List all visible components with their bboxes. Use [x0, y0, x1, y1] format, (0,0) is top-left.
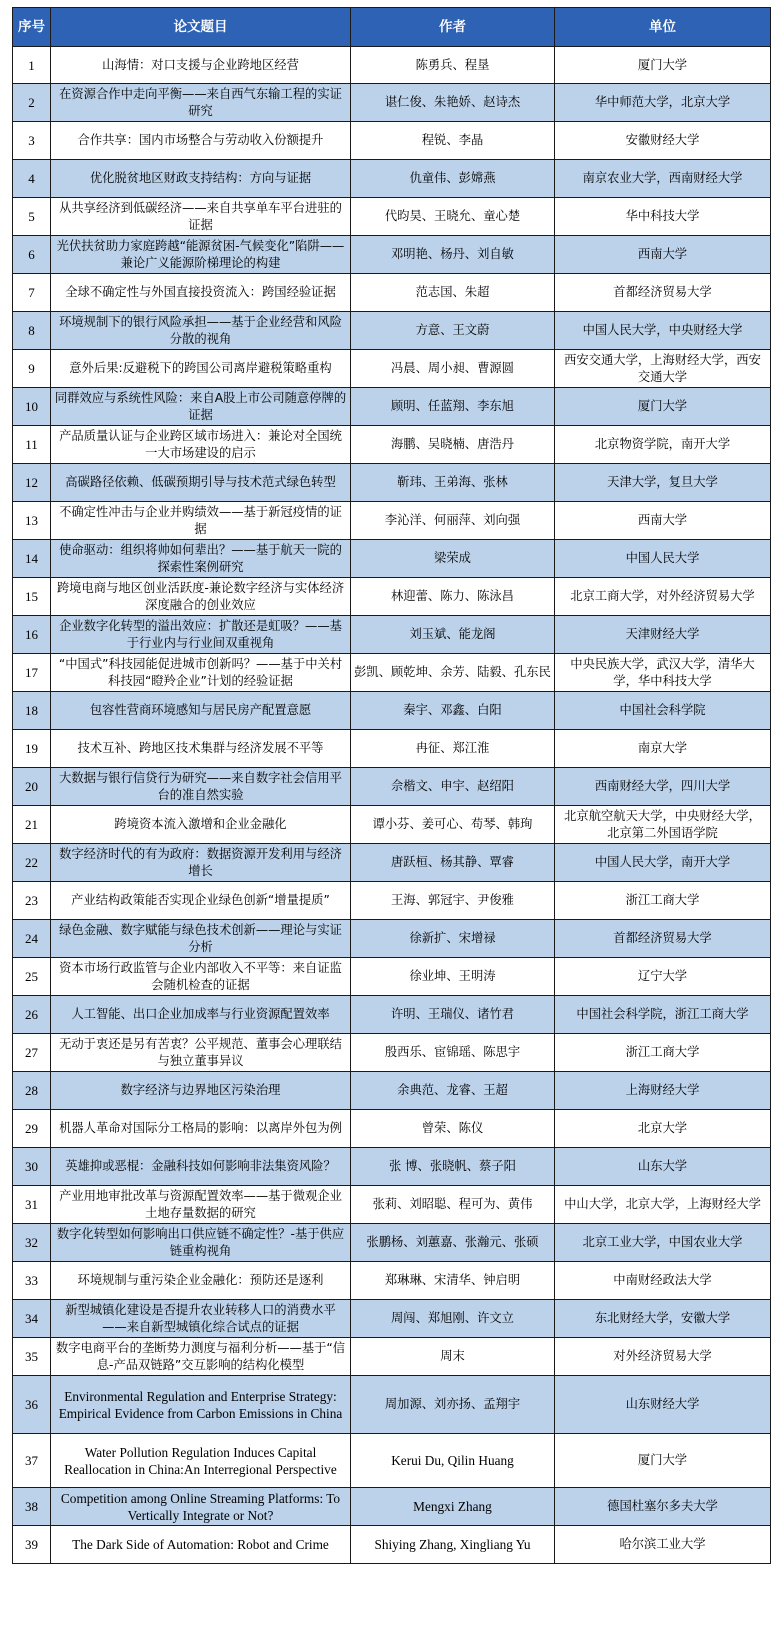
table-row	[13, 84, 771, 122]
row-number: 26	[13, 996, 51, 1034]
paper-title: 企业数字化转型的溢出效应：扩散还是虹吸？——基于行业内与行业间双重视角	[51, 616, 351, 654]
row-number: 27	[13, 1034, 51, 1072]
paper-affiliation: 山东大学	[555, 1148, 771, 1186]
paper-list	[12, 7, 771, 1564]
paper-authors: 冯晨、周小昶、曹源圆	[351, 350, 555, 388]
paper-affiliation: 中央民族大学，武汉大学，清华大学，华中科技大学	[555, 654, 771, 692]
paper-authors: 靳玮、王弟海、张林	[351, 464, 555, 502]
paper-title: 优化脱贫地区财政支持结构：方向与证据	[51, 160, 351, 198]
paper-affiliation: 华中师范大学，北京大学	[555, 84, 771, 122]
paper-authors: 范志国、朱超	[351, 274, 555, 312]
row-number: 15	[13, 578, 51, 616]
paper-authors: 佘楷文、申宇、赵绍阳	[351, 768, 555, 806]
table-row	[13, 1526, 771, 1564]
paper-title: 跨境电商与地区创业活跃度-兼论数字经济与实体经济深度融合的创业效应	[51, 578, 351, 616]
paper-affiliation: 厦门大学	[555, 47, 771, 84]
paper-authors: 李沁洋、何丽萍、刘向强	[351, 502, 555, 540]
header-author: 作者	[351, 8, 555, 47]
row-number: 32	[13, 1224, 51, 1262]
paper-title: 从共享经济到低碳经济——来自共享单车平台进驻的证据	[51, 198, 351, 236]
paper-authors: Kerui Du, Qilin Huang	[351, 1434, 555, 1488]
paper-title: 光伏扶贫助力家庭跨越“能源贫困-气候变化”陷阱——兼论广义能源阶梯理论的构建	[51, 236, 351, 274]
paper-title: 合作共享：国内市场整合与劳动收入份额提升	[51, 122, 351, 160]
paper-authors: 张鹏杨、刘蕙嘉、张瀚元、张硕	[351, 1224, 555, 1262]
table-row	[13, 1338, 771, 1376]
paper-title: 产业用地审批改革与资源配置效率——基于微观企业土地存量数据的研究	[51, 1186, 351, 1224]
paper-authors: 彭凯、顾乾坤、余芳、陆毅、孔东民	[351, 654, 555, 692]
table-header-row	[13, 8, 771, 47]
row-number: 4	[13, 160, 51, 198]
row-number: 22	[13, 844, 51, 882]
paper-title: 不确定性冲击与企业并购绩效——基于新冠疫情的证据	[51, 502, 351, 540]
paper-authors: 程锐、李晶	[351, 122, 555, 160]
paper-authors: 冉征、郑江淮	[351, 730, 555, 768]
paper-affiliation: 首都经济贸易大学	[555, 274, 771, 312]
table-row	[13, 540, 771, 578]
paper-affiliation: 中国社会科学院	[555, 692, 771, 730]
paper-authors: 许明、王瑞仪、诸竹君	[351, 996, 555, 1034]
table-row	[13, 1110, 771, 1148]
paper-title: 全球不确定性与外国直接投资流入：跨国经验证据	[51, 274, 351, 312]
table-row	[13, 198, 771, 236]
paper-authors: 邓明艳、杨丹、刘自敏	[351, 236, 555, 274]
paper-title: Environmental Regulation and Enterprise Strategy: Empirical Evidence from Carbon Emissions in China	[51, 1376, 351, 1434]
header-unit: 单位	[555, 8, 771, 47]
row-number: 14	[13, 540, 51, 578]
row-number: 12	[13, 464, 51, 502]
paper-affiliation: 北京工商大学，对外经济贸易大学	[555, 578, 771, 616]
row-number: 19	[13, 730, 51, 768]
paper-affiliation: 上海财经大学	[555, 1072, 771, 1110]
table-row	[13, 388, 771, 426]
row-number: 37	[13, 1434, 51, 1488]
table-row	[13, 578, 771, 616]
paper-affiliation: 浙江工商大学	[555, 882, 771, 920]
table-row	[13, 730, 771, 768]
paper-title: The Dark Side of Automation: Robot and Crime	[51, 1526, 351, 1564]
row-number: 16	[13, 616, 51, 654]
table-row	[13, 312, 771, 350]
paper-title: 绿色金融、数字赋能与绿色技术创新——理论与实证分析	[51, 920, 351, 958]
row-number: 38	[13, 1488, 51, 1526]
row-number: 9	[13, 350, 51, 388]
paper-title: 资本市场行政监管与企业内部收入不平等：来自证监会随机检查的证据	[51, 958, 351, 996]
paper-affiliation: 西南大学	[555, 236, 771, 274]
paper-authors: Mengxi Zhang	[351, 1488, 555, 1526]
table-row	[13, 958, 771, 996]
header-number: 序号	[13, 8, 51, 47]
paper-title: 大数据与银行信贷行为研究——来自数字社会信用平台的准自然实验	[51, 768, 351, 806]
paper-affiliation: 华中科技大学	[555, 198, 771, 236]
paper-authors: 殷西乐、宦锦瑶、陈思宇	[351, 1034, 555, 1072]
paper-title: 跨境资本流入激增和企业金融化	[51, 806, 351, 844]
paper-affiliation: 中国社会科学院，浙江工商大学	[555, 996, 771, 1034]
paper-authors: 张莉、刘昭聪、程可为、黄伟	[351, 1186, 555, 1224]
row-number: 28	[13, 1072, 51, 1110]
table-row	[13, 1262, 771, 1300]
paper-authors: 徐新扩、宋增禄	[351, 920, 555, 958]
paper-authors: 谭小芬、姜可心、苟琴、韩珣	[351, 806, 555, 844]
table-row	[13, 1434, 771, 1488]
paper-affiliation: 西南财经大学，四川大学	[555, 768, 771, 806]
table-row	[13, 274, 771, 312]
paper-affiliation: 北京物资学院，南开大学	[555, 426, 771, 464]
paper-affiliation: 安徽财经大学	[555, 122, 771, 160]
table-row	[13, 996, 771, 1034]
paper-title: 高碳路径依赖、低碳预期引导与技术范式绿色转型	[51, 464, 351, 502]
row-number: 30	[13, 1148, 51, 1186]
paper-affiliation: 厦门大学	[555, 388, 771, 426]
paper-authors: 代昀昊、王晓允、童心楚	[351, 198, 555, 236]
paper-title: 数字经济时代的有为政府：数据资源开发利用与经济增长	[51, 844, 351, 882]
paper-authors: 陈勇兵、程垦	[351, 47, 555, 84]
paper-affiliation: 首都经济贸易大学	[555, 920, 771, 958]
paper-title: 数字化转型如何影响出口供应链不确定性？-基于供应链重构视角	[51, 1224, 351, 1262]
row-number: 1	[13, 47, 51, 84]
row-number: 39	[13, 1526, 51, 1564]
paper-authors: 周末	[351, 1338, 555, 1376]
table-row	[13, 1034, 771, 1072]
paper-authors: Shiying Zhang, Xingliang Yu	[351, 1526, 555, 1564]
paper-authors: 海鹏、吴晓楠、唐浩丹	[351, 426, 555, 464]
row-number: 10	[13, 388, 51, 426]
paper-authors: 郑琳琳、宋清华、钟启明	[351, 1262, 555, 1300]
table-row	[13, 654, 771, 692]
paper-title: 英雄抑或恶棍：金融科技如何影响非法集资风险？	[51, 1148, 351, 1186]
row-number: 13	[13, 502, 51, 540]
paper-authors: 周加源、刘亦扬、孟翔宇	[351, 1376, 555, 1434]
table-row	[13, 1186, 771, 1224]
paper-affiliation: 天津财经大学	[555, 616, 771, 654]
table-row	[13, 692, 771, 730]
paper-affiliation: 南京大学	[555, 730, 771, 768]
table-row	[13, 47, 771, 84]
paper-affiliation: 中国人民大学，中央财经大学	[555, 312, 771, 350]
paper-title: 包容性营商环境感知与居民房产配置意愿	[51, 692, 351, 730]
table-row	[13, 1224, 771, 1262]
paper-authors: 顾明、任蓝翔、李东旭	[351, 388, 555, 426]
paper-authors: 林迎蕾、陈力、陈泳昌	[351, 578, 555, 616]
paper-affiliation: 德国杜塞尔多夫大学	[555, 1488, 771, 1526]
paper-title: 山海情：对口支援与企业跨地区经营	[51, 47, 351, 84]
paper-authors: 梁荣成	[351, 540, 555, 578]
paper-title: Competition among Online Streaming Platforms: To Vertically Integrate or Not?	[51, 1488, 351, 1526]
paper-affiliation: 北京大学	[555, 1110, 771, 1148]
paper-affiliation: 天津大学，复旦大学	[555, 464, 771, 502]
row-number: 24	[13, 920, 51, 958]
paper-affiliation: 西南大学	[555, 502, 771, 540]
row-number: 34	[13, 1300, 51, 1338]
paper-affiliation: 中国人民大学，南开大学	[555, 844, 771, 882]
paper-authors: 仇童伟、彭嫦燕	[351, 160, 555, 198]
paper-title: 技术互补、跨地区技术集群与经济发展不平等	[51, 730, 351, 768]
table-row	[13, 616, 771, 654]
table-row	[13, 806, 771, 844]
paper-table	[12, 7, 771, 1564]
paper-authors: 唐跃桓、杨其静、覃睿	[351, 844, 555, 882]
paper-affiliation: 北京航空航天大学，中央财经大学，北京第二外国语学院	[555, 806, 771, 844]
header-title: 论文题目	[51, 8, 351, 47]
paper-title: 环境规制下的银行风险承担——基于企业经营和风险分散的视角	[51, 312, 351, 350]
paper-authors: 周闯、郑旭刚、许文立	[351, 1300, 555, 1338]
row-number: 2	[13, 84, 51, 122]
table-row	[13, 1148, 771, 1186]
row-number: 17	[13, 654, 51, 692]
paper-authors: 秦宇、邓鑫、白阳	[351, 692, 555, 730]
table-row	[13, 1376, 771, 1434]
paper-title: Water Pollution Regulation Induces Capital Reallocation in China:An Interregional Perspective	[51, 1434, 351, 1488]
row-number: 20	[13, 768, 51, 806]
paper-authors: 方意、王文蔚	[351, 312, 555, 350]
paper-title: 产业结构政策能否实现企业绿色创新“增量提质”	[51, 882, 351, 920]
paper-authors: 张 博、张晓帆、蔡子阳	[351, 1148, 555, 1186]
table-row	[13, 160, 771, 198]
paper-title: 无动于衷还是另有苦衷？公平规范、董事会心理联结与独立董事异议	[51, 1034, 351, 1072]
paper-title: 同群效应与系统性风险：来自A股上市公司随意停牌的证据	[51, 388, 351, 426]
paper-title: 人工智能、出口企业加成率与行业资源配置效率	[51, 996, 351, 1034]
paper-affiliation: 东北财经大学，安徽大学	[555, 1300, 771, 1338]
paper-affiliation: 山东财经大学	[555, 1376, 771, 1434]
paper-affiliation: 哈尔滨工业大学	[555, 1526, 771, 1564]
row-number: 33	[13, 1262, 51, 1300]
row-number: 21	[13, 806, 51, 844]
row-number: 5	[13, 198, 51, 236]
paper-title: 产品质量认证与企业跨区域市场进入：兼论对全国统一大市场建设的启示	[51, 426, 351, 464]
row-number: 11	[13, 426, 51, 464]
table-row	[13, 464, 771, 502]
row-number: 29	[13, 1110, 51, 1148]
paper-affiliation: 中南财经政法大学	[555, 1262, 771, 1300]
paper-affiliation: 南京农业大学，西南财经大学	[555, 160, 771, 198]
paper-title: 意外后果:反避税下的跨国公司离岸避税策略重构	[51, 350, 351, 388]
row-number: 23	[13, 882, 51, 920]
row-number: 31	[13, 1186, 51, 1224]
paper-title: 在资源合作中走向平衡——来自西气东输工程的实证研究	[51, 84, 351, 122]
table-row	[13, 1300, 771, 1338]
row-number: 35	[13, 1338, 51, 1376]
table-row	[13, 882, 771, 920]
row-number: 8	[13, 312, 51, 350]
paper-affiliation: 中山大学，北京大学，上海财经大学	[555, 1186, 771, 1224]
paper-authors: 刘玉斌、能龙阁	[351, 616, 555, 654]
row-number: 18	[13, 692, 51, 730]
paper-authors: 谌仁俊、朱艳娇、赵诗杰	[351, 84, 555, 122]
paper-title: 新型城镇化建设是否提升农业转移人口的消费水平——来自新型城镇化综合试点的证据	[51, 1300, 351, 1338]
paper-affiliation: 对外经济贸易大学	[555, 1338, 771, 1376]
row-number: 3	[13, 122, 51, 160]
paper-authors: 余典范、龙睿、王超	[351, 1072, 555, 1110]
paper-title: “中国式”科技园能促进城市创新吗？——基于中关村科技园“瞪羚企业”计划的经验证据	[51, 654, 351, 692]
table-row	[13, 768, 771, 806]
paper-affiliation: 辽宁大学	[555, 958, 771, 996]
table-row	[13, 122, 771, 160]
paper-title: 数字电商平台的垄断势力测度与福利分析——基于“信息-产品双链路”交互影响的结构化模型	[51, 1338, 351, 1376]
table-row	[13, 1072, 771, 1110]
paper-affiliation: 西安交通大学，上海财经大学，西安交通大学	[555, 350, 771, 388]
paper-authors: 徐业坤、王明涛	[351, 958, 555, 996]
row-number: 7	[13, 274, 51, 312]
paper-affiliation: 浙江工商大学	[555, 1034, 771, 1072]
paper-affiliation: 北京工业大学，中国农业大学	[555, 1224, 771, 1262]
paper-authors: 王海、郭冠宇、尹俊雅	[351, 882, 555, 920]
row-number: 25	[13, 958, 51, 996]
table-row	[13, 1488, 771, 1526]
paper-authors: 曾荣、陈仪	[351, 1110, 555, 1148]
row-number: 6	[13, 236, 51, 274]
paper-title: 环境规制与重污染企业金融化：预防还是逐利	[51, 1262, 351, 1300]
table-row	[13, 350, 771, 388]
paper-title: 使命驱动：组织将帅如何辈出？——基于航天一院的探索性案例研究	[51, 540, 351, 578]
table-row	[13, 844, 771, 882]
paper-affiliation: 中国人民大学	[555, 540, 771, 578]
paper-title: 数字经济与边界地区污染治理	[51, 1072, 351, 1110]
row-number: 36	[13, 1376, 51, 1434]
table-row	[13, 426, 771, 464]
table-row	[13, 920, 771, 958]
paper-title: 机器人革命对国际分工格局的影响：以离岸外包为例	[51, 1110, 351, 1148]
table-row	[13, 502, 771, 540]
table-row	[13, 236, 771, 274]
paper-affiliation: 厦门大学	[555, 1434, 771, 1488]
